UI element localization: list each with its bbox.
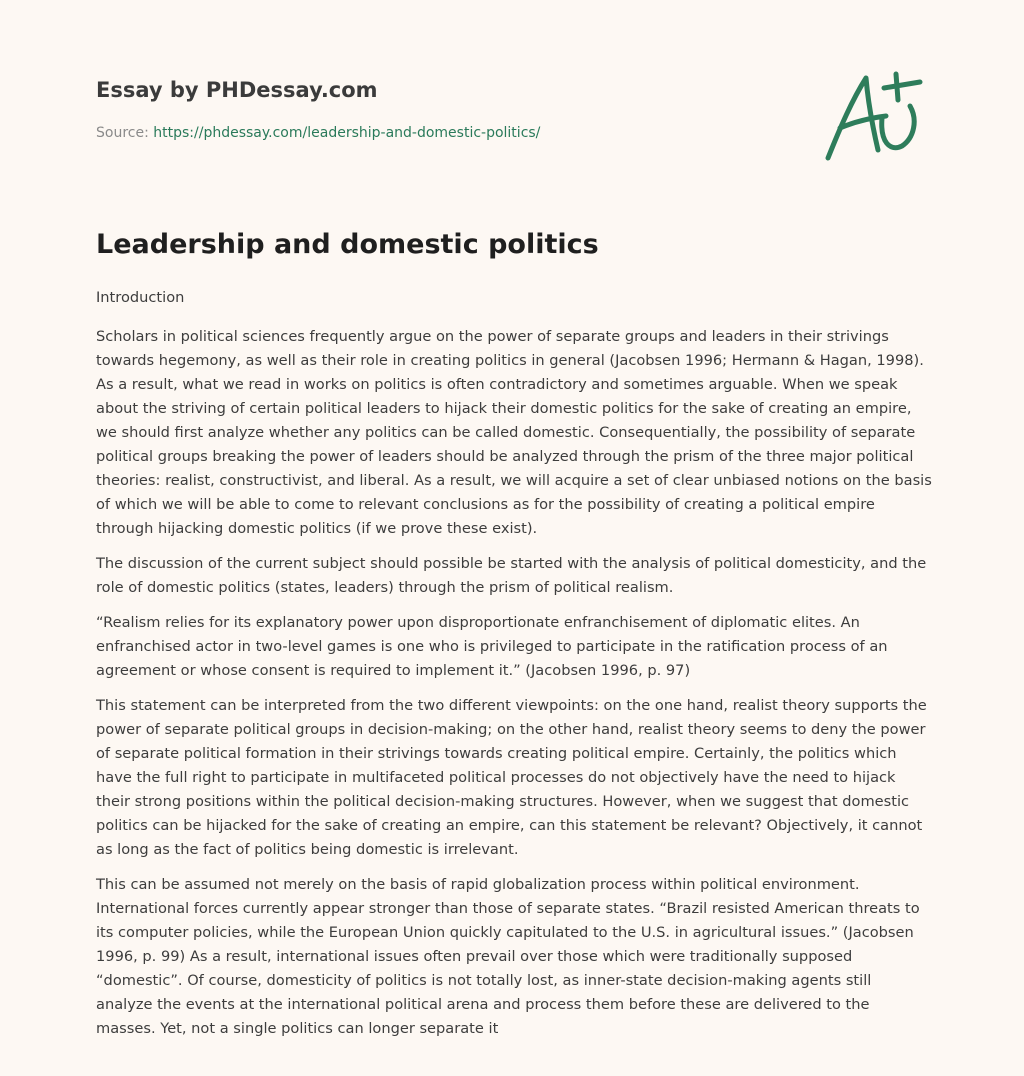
paragraph: The discussion of the current subject should possible be started with the analysis of political domesticity, and the role of domestic politics (states, leaders) through the prism of political realism. [96, 555, 927, 596]
source-label: Source: [96, 125, 154, 141]
brand-name: Essay by PHDessay.com [96, 78, 378, 102]
article-title: Leadership and domestic politics [96, 229, 599, 260]
a-plus-logo-icon [820, 66, 930, 166]
site-header [96, 76, 796, 143]
source-link[interactable]: https://phdessay.com/leadership-and-domestic-politics/ [153, 125, 541, 141]
paragraph: This statement can be interpreted from the two different viewpoints: on the one hand, realist theory supports the power of separate political groups in decision-making; on the other hand, realist theory seems to deny the power of separate political formation in their strivings towards creating political empire. Certainly, the politics which have the full right to participate in multifaceted political processes do not objectively have the need to hijack their strong positions within the political decision-making structures. However, when we suggest that domestic politics can be hijacked for the sake of creating an empire, can this statement be relevant? Objectively, it cannot as long as the fact of politics being domestic is irrelevant. [96, 697, 927, 858]
section-heading-introduction: Introduction [96, 289, 185, 306]
paragraph: Scholars in political sciences frequently argue on the power of separate groups and leaders in their strivings towards hegemony, as well as their role in creating politics in general (Jacobsen 1996; Hermann & Hagan, 1998). As a result, what we read in works on politics is often contradictory and sometimes arguable. When we speak about the striving of certain political leaders to hijack their domestic politics for the sake of creating an empire, we should first analyze whether any politics can be called domestic. Consequentially, the possibility of separate political groups breaking the power of leaders should be analyzed through the prism of the three major political theories: realist, constructivist, and liberal. As a result, we will acquire a set of clear unbiased notions on the basis of which we will be able to come to relevant conclusions as for the possibility of creating a political empire through hijacking domestic politics (if we prove these exist). [96, 328, 932, 537]
paragraph: This can be assumed not merely on the basis of rapid globalization process within political environment. International forces currently appear stronger than those of separate states. “Brazil resisted American threats to its computer policies, while the European Union quickly capitulated to the U.S. in agricultural issues.” (Jacobsen 1996, p. 99) As a result, international issues often prevail over those which were traditionally supposed “domestic”. Of course, domesticity of politics is not totally lost, as inner-state decision-making agents still analyze the events at the international political arena and process them before these are delivered to the masses. Yet, not a single politics can longer separate it [96, 876, 920, 1037]
quote-paragraph: “Realism relies for its explanatory power upon disproportionate enfranchisement of diplomatic elites. An enfranchised actor in two-level games is one who is privileged to participate in the ratification process of an agreement or whose consent is required to implement it.” (Jacobsen 1996, p. 97) [96, 614, 888, 679]
source-line [96, 123, 796, 143]
article-body [96, 286, 932, 1052]
